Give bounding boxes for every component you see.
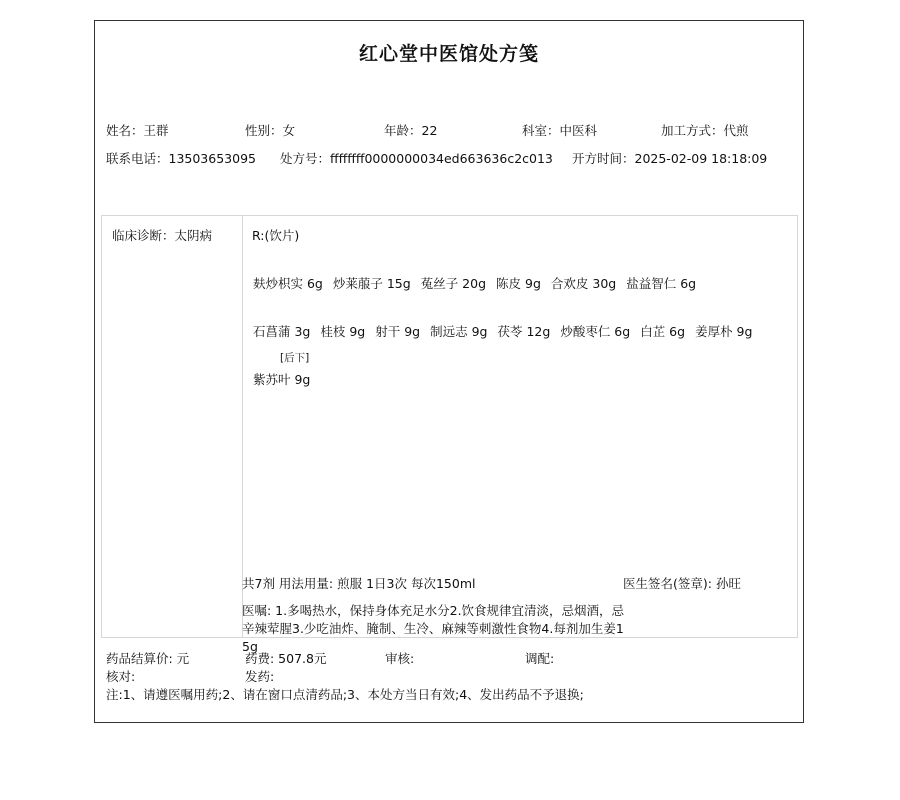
issue-time: 开方时间：2025-02-09 18:18:09 [572,151,768,166]
herb-item: 制远志 9g [430,324,488,339]
contact-phone: 联系电话：13503653095 [106,151,256,166]
herb-item: 陈皮 9g [496,276,541,291]
drug-settlement-price: 药品结算价: 元 [106,651,190,666]
dosage-usage: 共7剂 用法用量: 煎服 1日3次 每次150ml [242,576,476,591]
herb-item: 麸炒枳实 6g [253,276,323,291]
column-divider [242,216,243,637]
herb-row-2 [253,324,752,340]
herb-item: 茯苓 12g [497,324,551,339]
herb-item: 射干 9g [375,324,421,339]
prescription-sheet [94,20,804,723]
patient-name: 姓名：王群 [106,123,169,138]
herb-item: 姜厚朴 9g [695,324,753,339]
herb-item: 炒莱菔子 15g [332,276,411,291]
page-title: 红心堂中医馆处方笺 [358,43,539,65]
dispense-field: 发药: [245,669,275,684]
herb-row-3 [253,372,310,388]
herb-item: 菟丝子 20g [420,276,487,291]
herb-row-1 [253,276,696,292]
herb-item: 合欢皮 30g [550,276,617,291]
medical-advice: 医嘱: 1.多喝热水，保持身体充足水分2.饮食规律宜清淡，忌烟酒，忌辛辣荤腥3.少吃油炸、腌制、生冷、麻辣等刺激性食物4.每剂加生姜15g [242,603,625,654]
processing-method: 加工方式：代煎 [661,123,749,138]
prescription-body [101,215,798,654]
herb-item: 桂枝 9g [320,324,366,339]
notice-text: 注:1、请遵医嘱用药;2、请在窗口点清药品;3、本处方当日有效;4、发出药品不予退换; [106,687,584,702]
patient-age: 年龄：22 [384,123,438,138]
dispense-mix-field: 调配: [525,651,555,666]
decoction-note: [后下] [280,352,310,364]
doctor-signature: 医生签名(签章): 孙旺 [623,576,741,591]
herb-item: 白芷 6g [640,324,686,339]
rx-label: R:(饮片) [252,228,300,243]
drug-fee: 药费: 507.8元 [245,651,327,666]
patient-gender: 性别：女 [245,123,296,138]
review-field: 审核: [385,651,415,666]
herb-item: 紫苏叶 9g [253,372,311,387]
herb-item: 盐益智仁 6g [626,276,697,291]
herb-item: 石菖蒲 3g [253,324,311,339]
patient-department: 科室：中医科 [522,123,598,138]
herb-item: 炒酸枣仁 6g [560,324,631,339]
check-field: 核对: [106,669,136,684]
prescription-number: 处方号：ffffffff0000000034ed663636c2c013 [280,151,553,166]
clinical-diagnosis: 临床诊断：太阴病 [112,228,213,243]
